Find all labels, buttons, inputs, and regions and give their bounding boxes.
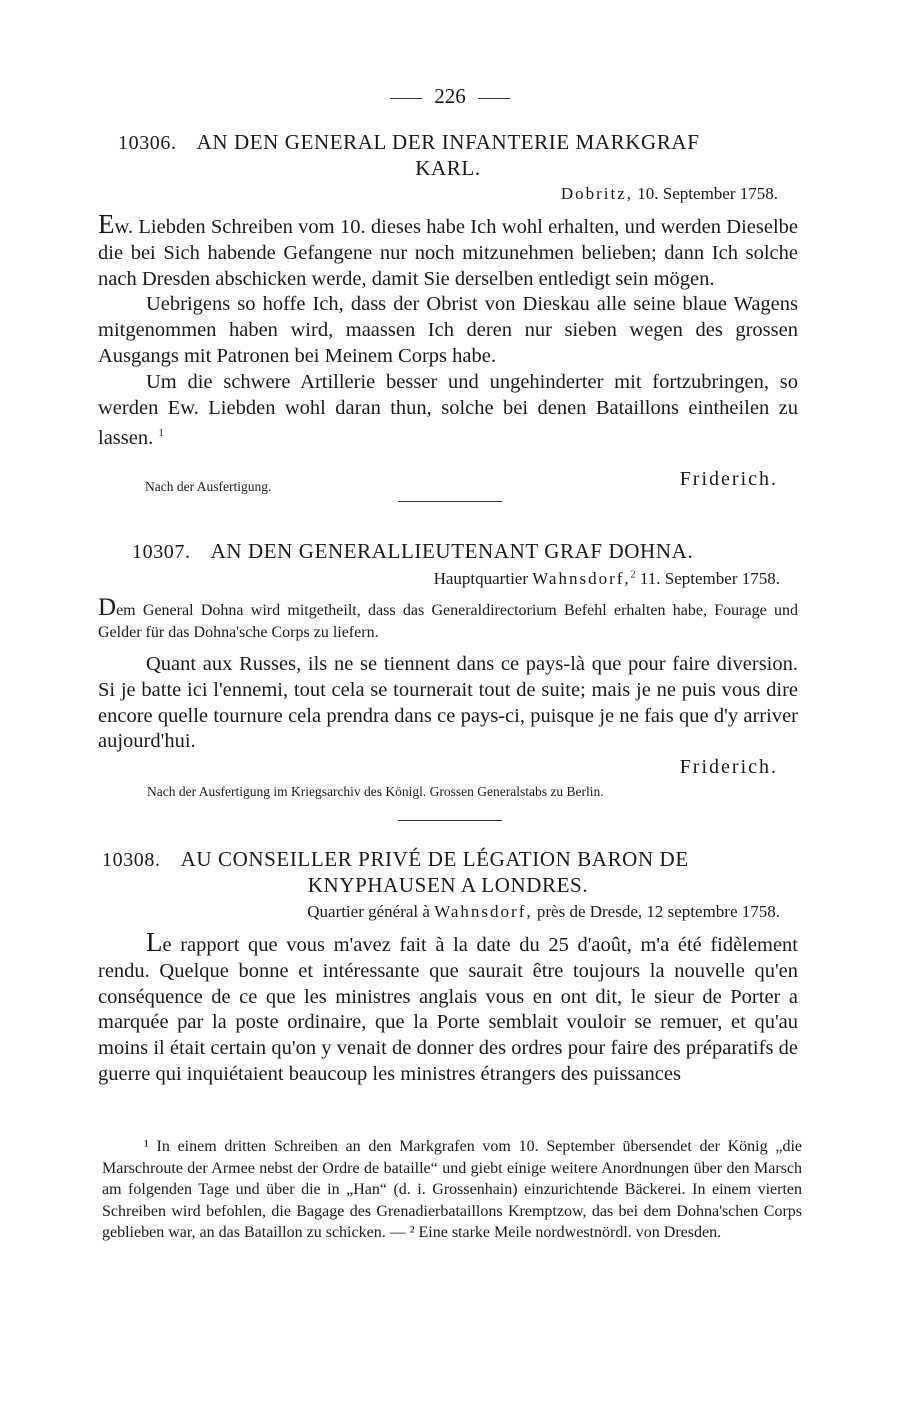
letter-heading-line1: AU CONSEILLER PRIVÉ DE LÉGATION BARON DE — [180, 847, 689, 871]
footnote-mark: 2 — [630, 569, 636, 581]
paragraph: Um die schwere Artillerie besser und ungehinderter mit fortzubringen, so werden Ew. Liebden wohl daran thun, solche bei denen Bataillons eintheilen zu lassen. $^1$ — [98, 370, 798, 450]
place-name: Dobritz, — [560, 184, 634, 203]
source-note: Nach der Ausfertigung im Kriegsarchiv des Königl. Grossen Generalstabs zu Berlin. — [147, 784, 604, 799]
letter-date: 10. September 1758. — [637, 184, 778, 203]
letter-10306-body — [98, 209, 798, 452]
page-number: 226 — [0, 84, 900, 109]
paragraph: Quant aux Russes, ils ne se tiennent dans ce pays-là que pour faire diversion. Si je batte ici l'ennemi, tout cela se tournerait tout de suite; mais je ne puis vous dire encore quelle tournure cela prendra dans ce pays-ci, puisque je ne fais que d'y arriver aujourd'hui. — [98, 653, 798, 753]
dropcap: L — [146, 927, 163, 957]
letter-number: 10308. — [102, 849, 161, 871]
letter-heading-line2: KARL. — [415, 156, 481, 180]
letter-heading-line2: KNYPHAUSEN A LONDRES. — [307, 873, 589, 897]
letter-10307-place-date — [98, 569, 780, 589]
place-name: Wahnsdorf, — [434, 902, 533, 921]
footnote-text: ¹ In einem dritten Schreiben an den Markgrafen vom 10. September übersendet der König „die Marschroute der Armee nebst der Ordre de bataille“ und giebt einige weitere Anordnungen über den Marsch am folgenden Tage und über die in „Han“ (d. i. Grossenhain) einzurichtende Bäckerei. In einem vierten Schreiben wird befohlen, die Bagage des Grenadierbataillons Kremptzow, das bei dem Dohna'schen Corps geblieben war, an das Bataillon zu schicken. — ² Eine starke Meile nordwestnördl. von Dresden. — [102, 1138, 802, 1241]
place-name: Wahnsdorf, — [532, 569, 631, 588]
dropcap: E — [98, 209, 115, 239]
letter-10307-body — [98, 652, 798, 755]
letter-heading-line1: AN DEN GENERALLIEUTENANT GRAF DOHNA. — [210, 539, 694, 563]
signature: Friderich. — [679, 756, 778, 778]
letter-10306-heading — [118, 130, 798, 155]
letter-10308-heading — [102, 847, 802, 872]
dropcap: D — [98, 594, 117, 621]
paragraph: Uebrigens so hoffe Ich, dass der Obrist von Dieskau alle seine blaue Wagens mitgenommen haben wird, maassen Ich deren nur sieben wegen des grossen Ausgangs mit Patronen bei Meinem Corps habe. — [98, 293, 798, 367]
place-prefix: Hauptquartier — [433, 569, 528, 588]
letter-number: 10306. — [118, 132, 177, 154]
section-divider — [398, 820, 502, 821]
footnote-mark: 1 — [158, 427, 164, 440]
letter-10307-summary: Dem General Dohna wird mitgetheilt, dass das Generaldirectorium Befehl erhalten habe, Fourage und Gelder für das Dohna'sche Corps zu liefern. — [98, 594, 798, 641]
source-note: Nach der Ausfertigung. — [145, 479, 272, 494]
paragraph: Ew. Liebden Schreiben vom 10. dieses habe Ich wohl erhalten, und werden Dieselbe die bei Sich habende Gefangene nur noch mitzunehmen belieben; dann Ich solche nach Dresden abschicken werde, damit Sie derselben entledigt sein mögen. — [98, 209, 798, 290]
letter-date: 11. September 1758. — [639, 569, 780, 588]
letter-heading-line1: AN DEN GENERAL DER INFANTERIE MARKGRAF — [196, 130, 700, 154]
letter-10306-place-date — [98, 184, 778, 204]
section-divider — [398, 501, 502, 502]
paragraph: Le rapport que vous m'avez fait à la date du 25 d'août, m'a été fidèlement rendu. Quelque bonne et intéressante que saurait être toujours la nouvelle qu'en conséquence de ce que les ministres anglais vous en ont dit, le sieur de Porter a marquée par la poste ordinaire, que la Porte semblait vouloir se remuer, et qu'au moins il était certain qu'on y venait de donner des ordres pour faire des préparatifs de guerre qui inquiétaient beaucoup les ministres étrangers des puissances — [98, 927, 798, 1085]
footnotes — [102, 1136, 802, 1244]
letter-10308-place-date — [98, 902, 780, 922]
letter-number: 10307. — [132, 541, 191, 563]
place-prefix: Quartier général à — [307, 902, 430, 921]
place-suffix: près de Dresde, 12 septembre 1758. — [536, 902, 780, 921]
page-number-dash-left — [390, 98, 422, 99]
signature: Friderich. — [679, 468, 778, 490]
letter-10307-heading — [132, 539, 792, 564]
page-number-dash-right — [478, 98, 510, 99]
letter-10308-body — [98, 927, 798, 1088]
